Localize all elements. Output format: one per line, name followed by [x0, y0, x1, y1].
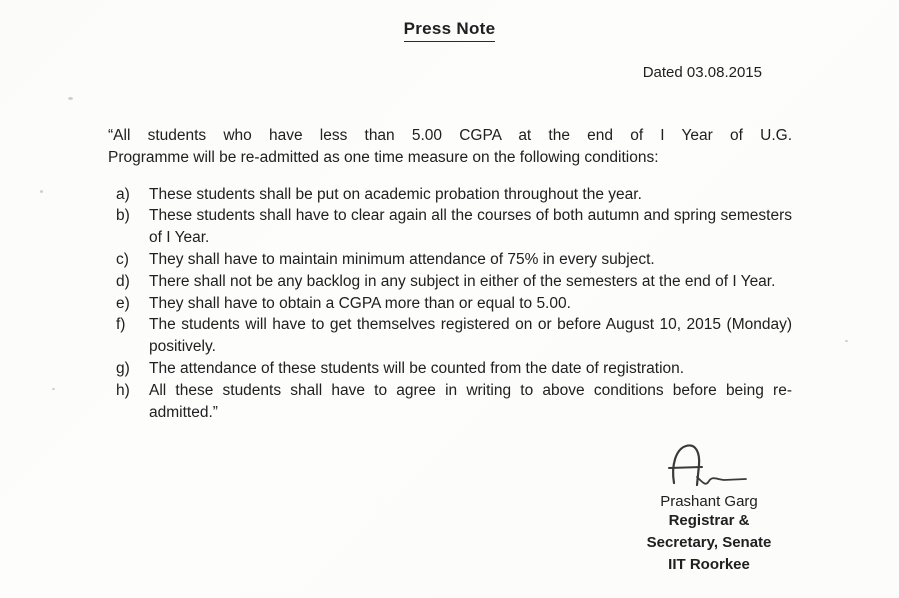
condition-text: There shall not be any backlog in any subject in either of the semesters at the end of I Year. [149, 272, 776, 290]
condition-item [116, 184, 792, 206]
scan-artifact [845, 340, 848, 342]
condition-text: The attendance of these students will be counted from the date of registration. [149, 359, 685, 377]
signature-block [618, 441, 800, 576]
condition-item [116, 249, 792, 271]
signatory-institute: IIT Roorkee [668, 556, 750, 573]
intro-line-1: “All students who have less than 5.00 CGPA at the end of I Year of U.G. [108, 127, 792, 144]
condition-label: d) [116, 272, 130, 290]
intro-paragraph [108, 125, 792, 169]
condition-label: e) [116, 294, 130, 312]
dated-line: Dated 03.08.2015 [642, 64, 762, 81]
scan-artifact [68, 97, 73, 100]
signatory-name: Prashant Garg [660, 493, 758, 510]
conditions-list [108, 184, 792, 424]
signatory-title-registrar: Registrar & [668, 512, 750, 529]
condition-text: They shall have to maintain minimum attendance of 75% in every subject. [149, 250, 655, 268]
condition-text: All these students shall have to agree in writing to above conditions before being re-admitted.” [149, 381, 792, 421]
scan-artifact [40, 190, 43, 193]
condition-label: c) [116, 250, 129, 268]
scan-artifact [52, 388, 55, 390]
condition-item [116, 380, 792, 424]
condition-item [116, 271, 792, 293]
condition-text: The students will have to get themselves registered on or before August 10, 2015 (Monday) positively. [149, 316, 792, 356]
intro-line-2: Programme will be re-admitted as one time measure on the following conditions: [108, 148, 659, 166]
condition-label: h) [116, 381, 130, 399]
condition-text: These students shall have to clear again all the courses of both autumn and spring semesters of I Year. [149, 207, 792, 247]
condition-label: a) [116, 185, 130, 203]
condition-item [116, 293, 792, 315]
document-title: Press Note [0, 0, 899, 42]
condition-text: These students shall be put on academic probation throughout the year. [149, 185, 642, 203]
condition-label: f) [116, 316, 126, 334]
condition-item [116, 358, 792, 380]
condition-label: b) [116, 207, 130, 225]
condition-text: They shall have to obtain a CGPA more than or equal to 5.00. [149, 294, 571, 312]
signatory-title-secretary: Secretary, Senate [646, 534, 772, 551]
condition-item [116, 205, 792, 249]
handwritten-signature-icon [666, 441, 761, 491]
condition-item [116, 314, 792, 358]
condition-label: g) [116, 359, 130, 377]
document-body [108, 125, 792, 423]
